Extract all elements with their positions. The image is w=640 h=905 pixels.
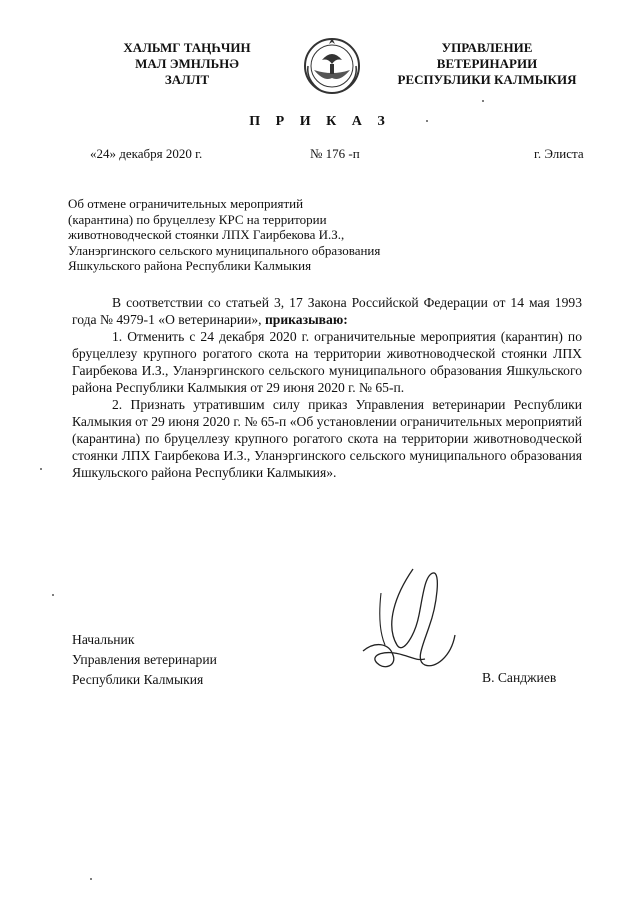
- header-left-line-3: ЗАЛЛТ: [164, 72, 210, 87]
- position-line-3: Республики Калмыкия: [72, 672, 204, 687]
- signatory-name: В. Санджиев: [482, 670, 557, 685]
- order-city: г. Элиста: [534, 146, 584, 161]
- scan-speck: [40, 468, 42, 470]
- order-item-1: 1. Отменить с 24 декабря 2020 г. ограничительные мероприятия (карантин) по бруцеллезу крупного рогатого скота на территории животноводческой стоянки ЛПХ Гаирбекова И.З., Уланэргинского сельского муниципального образования Яшкульского района Республики Калмыкия от 29 июня 2020 г. № 65-п.: [72, 329, 582, 395]
- position-line-2: Управления ветеринарии: [72, 652, 217, 667]
- order-subject: [68, 196, 488, 274]
- order-item-2: 2. Признать утратившим силу приказ Управления ветеринарии Республики Калмыкия от 29 июня 2020 г. № 65-п «Об установлении ограничительных мероприятий (карантина) по бруцеллезу крупного рогатого скота на территории животноводческой стоянки ЛПХ Гаирбекова И.З., Уланэргинского сельского муниципального образования Яшкульского района Республики Калмыкия».: [72, 397, 582, 480]
- scan-speck: [52, 594, 54, 596]
- header-right-line-3: РЕСПУБЛИКИ КАЛМЫКИЯ: [397, 72, 577, 87]
- header-left-line-2: МАЛ ЭМНЛЬНӘ: [135, 56, 239, 71]
- header-russian-org: [392, 40, 582, 88]
- intro-text: В соответствии со статьей 3, 17 Закона Российской Федерации от 14 мая 1993 года № 4979-1 «О ветеринарии»,: [72, 295, 582, 327]
- header-left-line-1: ХАЛЬМГ ТАҢҺЧИН: [123, 40, 251, 55]
- order-number: № 176 -п: [310, 146, 360, 161]
- intro-paragraph: [72, 294, 582, 328]
- intro-order-word: приказываю:: [264, 312, 348, 327]
- handwritten-signature: [355, 565, 470, 680]
- subject-line-4: Уланэргинского сельского муниципального образования: [68, 242, 381, 258]
- scan-speck: [482, 100, 484, 102]
- document-title: П Р И К А З: [249, 114, 391, 129]
- subject-line-2: (карантина) по бруцеллезу КРС на территории: [68, 211, 327, 227]
- subject-line-1: Об отмене ограничительных мероприятий: [68, 196, 304, 211]
- header-right-line-1: УПРАВЛЕНИЕ: [441, 40, 533, 55]
- header-kalmyk-org: [92, 40, 282, 88]
- order-date: «24» декабря 2020 г.: [90, 146, 203, 161]
- header-right-line-2: ВЕТЕРИНАРИИ: [436, 56, 538, 71]
- position-line-1: Начальник: [72, 632, 135, 647]
- subject-line-5: Яшкульского района Республики Калмыкия: [68, 258, 312, 273]
- coat-of-arms-emblem: [300, 30, 364, 98]
- signatory-position: [72, 630, 292, 690]
- scan-speck: [426, 120, 428, 122]
- subject-line-3: животноводческой стоянки ЛПХ Гаирбекова И.З.,: [68, 227, 345, 242]
- order-body: [72, 294, 582, 481]
- scan-speck: [90, 878, 92, 880]
